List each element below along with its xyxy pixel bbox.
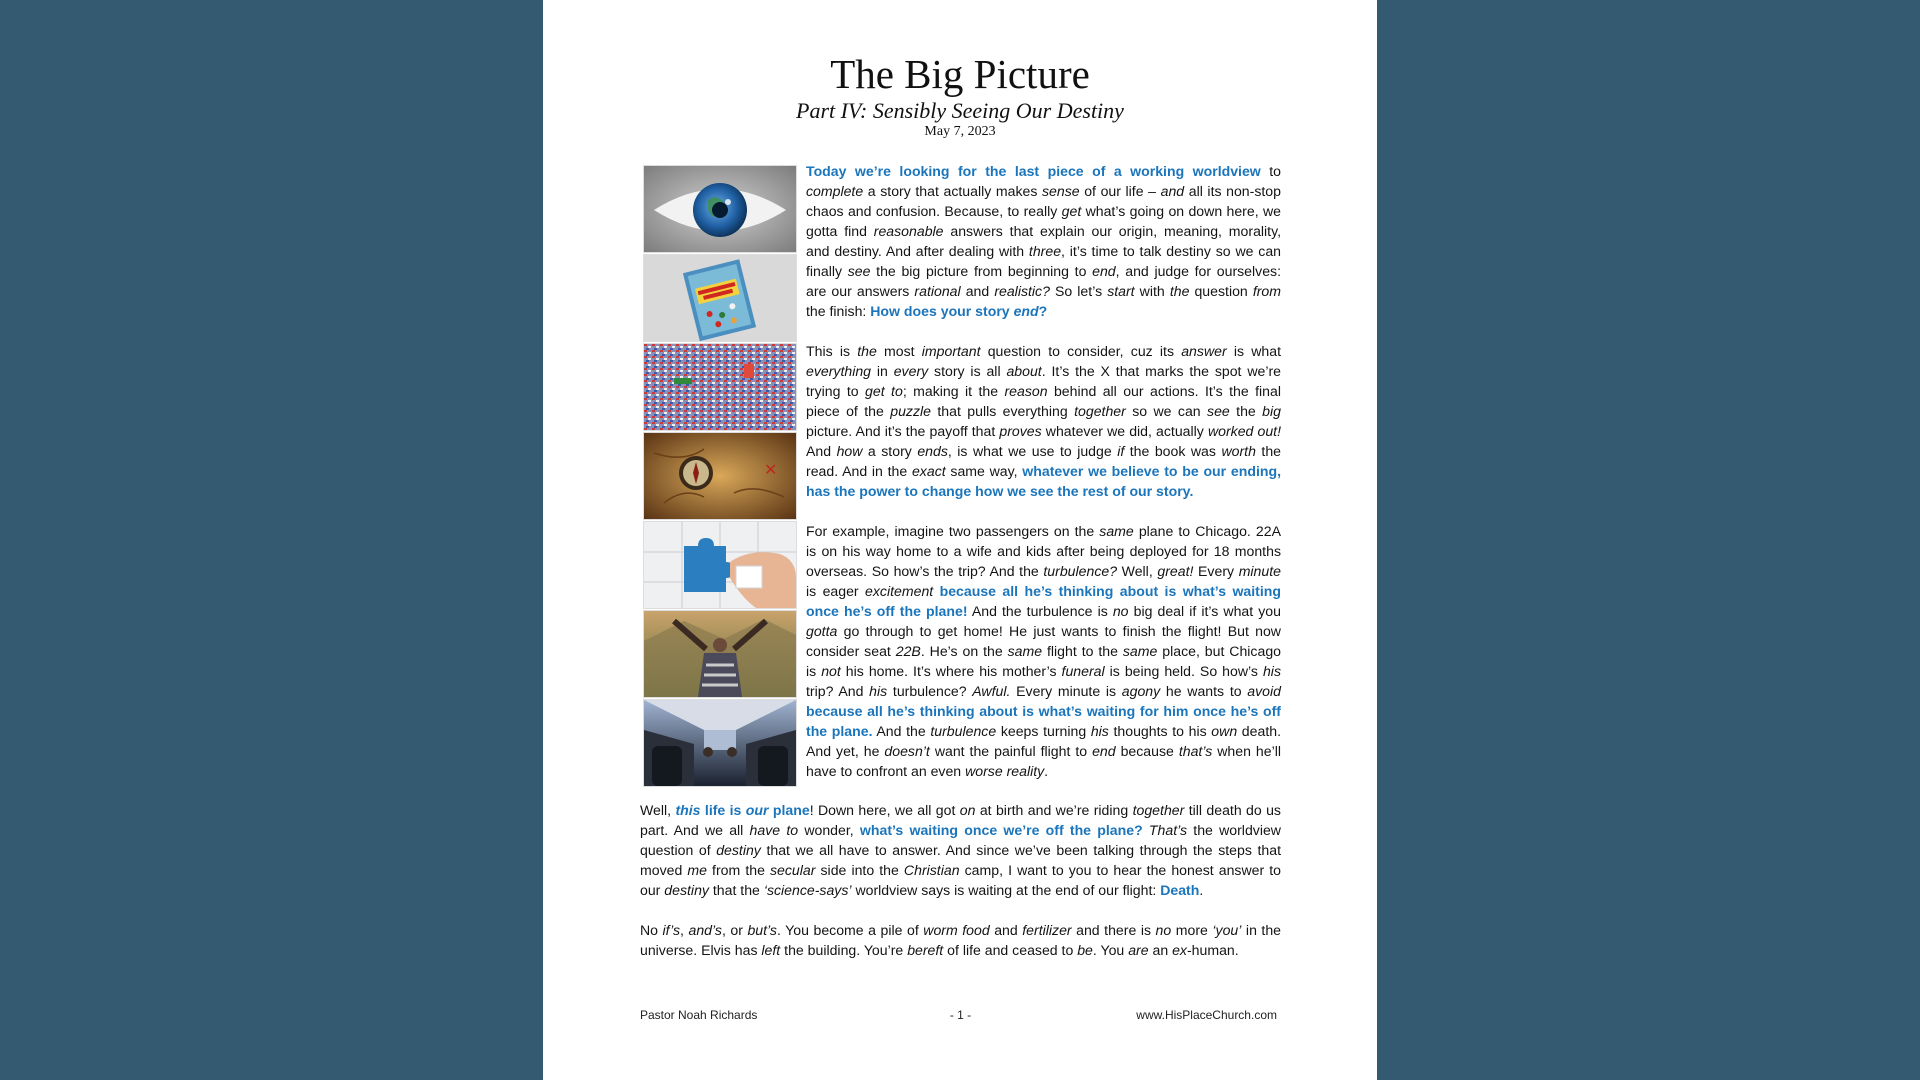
page-date: May 7, 2023 <box>924 124 996 139</box>
conclusion-text <box>640 800 1281 960</box>
airplane-cabin-image <box>643 699 797 787</box>
eye-globe-image <box>643 165 797 253</box>
page-title: The Big Picture <box>830 51 1090 97</box>
paragraph-5: No if’s, and’s, or but’s. You become a pile of worm food and fertilizer and there is no more ‘you’ in the universe. Elvis has left the building. You’re bereft of life and ceased to be. You are an ex-human. <box>640 922 1282 958</box>
svg-text:✕: ✕ <box>764 462 778 479</box>
document-page <box>543 0 1377 1080</box>
image-column <box>643 165 797 788</box>
paragraph-1: Today we’re looking for the last piece of a working worldview to complete a story that actually makes sense of our life – and all its non-stop chaos and confusion. Because, to really get what’s going on down here, we gotta find reasonable answers that explain our origin, meaning, morality, and destiny. And after dealing with three, it’s time to talk destiny so we can finally see the big picture from beginning to end, and judge for ourselves: are our answers rational and realistic? So let’s start with the question from the finish: How does your story end? <box>806 163 1282 319</box>
document-header <box>543 50 1377 140</box>
footer-author: Pastor Noah Richards <box>640 1008 758 1022</box>
puzzle-piece-image <box>643 521 797 609</box>
paragraph-2: This is the most important question to consider, cuz its answer is what everything in every story is all about. It’s the X that marks the spot we’re trying to get to; making it the reason behind all our actions. It’s the final piece of the puzzle that pulls everything together so we can see the big picture. And it’s the payoff that proves whatever we did, actually worked out! And how a story ends, is what we use to judge if the book was worth the read. And in the exact same way, whatever we believe to be our ending, has the power to change how we see the rest of our story. <box>806 343 1282 499</box>
waldo-crowd-image <box>643 343 797 431</box>
footer-website: www.HisPlaceChurch.com <box>1136 1008 1277 1022</box>
page-subtitle: Part IV: Sensibly Seeing Our Destiny <box>796 98 1124 123</box>
man-arms-raised-image <box>643 610 797 698</box>
paragraph-4: Well, this life is our plane! Down here, we all got on at birth and we’re riding together till death do us part. And we all have to wonder, what’s waiting once we’re off the plane? That’s the worldview question of destiny that we all have to answer. And since we’ve been talking through the steps that moved me from the secular side into the Christian camp, I want to you to hear the honest answer to our destiny that the ‘science-says’ worldview says is waiting at the end of our flight: Death. <box>640 802 1281 898</box>
footer-page-number: - 1 - <box>949 1008 972 1022</box>
paragraph-3: For example, imagine two passengers on the same plane to Chicago. 22A is on his way home to a wife and kids after being deployed for 18 months overseas. So how’s the trip? And the turbulence? Well, great! Every minute is eager excitement because all he’s thinking about is what’s waiting once he’s off the plane! And the turbulence is no big deal if it’s what you gotta go through to get home! He just wants to finish the flight! But now consider seat 22B. He’s on the same flight to the same place, but Chicago is not his home. It’s where his mother’s funeral is being held. So how’s his trip? And his turbulence? Awful. Every minute is agony he wants to avoid because all he’s thinking about is what’s waiting for him once he’s off the plane. And the turbulence keeps turning his thoughts to his own death. And yet, he doesn’t want the painful flight to end because that’s when he’ll have to confront an even worse reality. <box>806 523 1281 779</box>
compass-map-image <box>643 432 797 520</box>
intro-text-column <box>806 161 1281 781</box>
wheres-waldo-book-image <box>643 254 797 342</box>
